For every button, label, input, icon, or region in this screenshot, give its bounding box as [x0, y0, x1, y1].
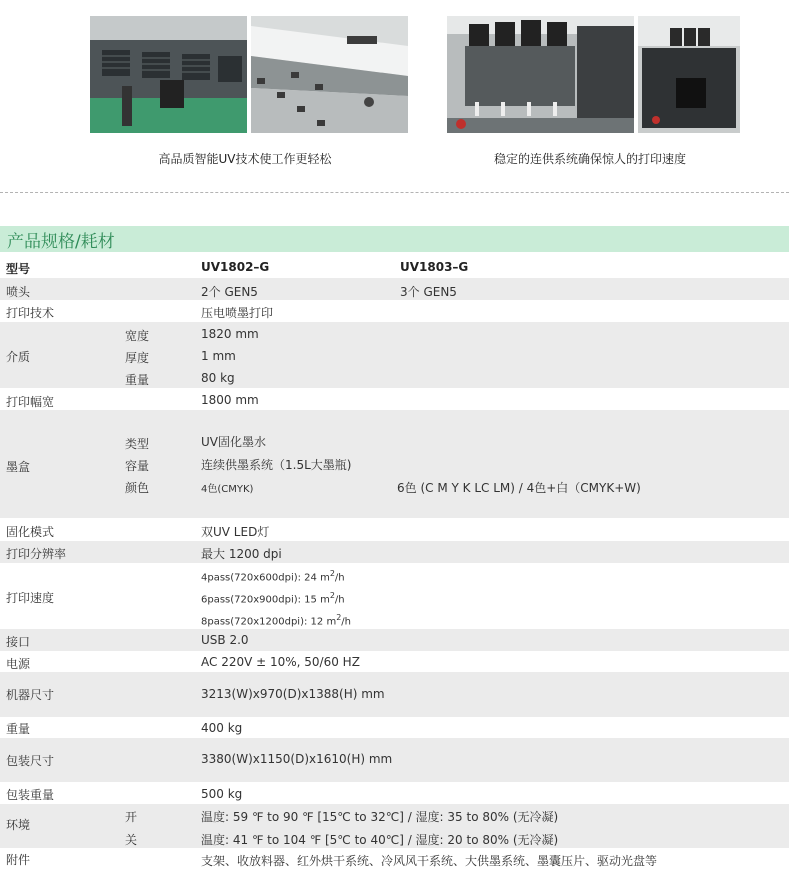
- spec-row-interface: [0, 629, 789, 651]
- spec-label: 固化模式: [6, 525, 55, 539]
- photo-printer-rail: [251, 16, 408, 133]
- spec-value: AC 220V ± 10%, 50/60 HZ: [201, 655, 360, 669]
- spec-value: 500 kg: [201, 787, 243, 801]
- spec-row-tech: [0, 300, 789, 322]
- spec-value: 3个 GEN5: [400, 285, 457, 299]
- spec-label: 型号: [6, 262, 31, 276]
- spec-label: 墨盒: [6, 460, 31, 474]
- spec-row-pack-weight: [0, 782, 789, 804]
- caption-left: 高品质智能UV技术使工作更轻松: [158, 152, 332, 166]
- photo-printer-side: [638, 16, 740, 133]
- spec-value: 80 kg: [201, 371, 235, 385]
- spec-row-ink: [0, 410, 789, 518]
- spec-value: 1 mm: [201, 349, 236, 363]
- spec-value: 温度: 59 ℉ to 90 ℉ [15℃ to 32℃] / 湿度: 35 to 80% (无冷凝): [201, 810, 559, 824]
- spec-value: 400 kg: [201, 721, 243, 735]
- photo-ink-supply: [447, 16, 634, 133]
- spec-value: 6pass(720x900dpi): 15 $m^2/h$: [201, 591, 345, 606]
- spec-value: 压电喷墨打印: [201, 306, 274, 320]
- spec-row-cure: [0, 518, 789, 541]
- spec-value: UV固化墨水: [201, 435, 266, 449]
- spec-sublabel: 开: [125, 810, 138, 824]
- spec-value: 4pass(720x600dpi): 24 $m^2/h$: [201, 569, 345, 584]
- spec-label: 接口: [6, 635, 31, 649]
- spec-value: USB 2.0: [201, 633, 249, 647]
- spec-label: 包装尺寸: [6, 754, 55, 768]
- model-uv1802: UV1802–G: [201, 260, 270, 274]
- spec-value: 4色(CMYK): [201, 484, 254, 495]
- spec-label: 喷头: [6, 285, 31, 299]
- spec-value: 温度: 41 ℉ to 104 ℉ [5℃ to 40℃] / 湿度: 20 to 80% (无冷凝): [201, 833, 559, 847]
- spec-label: 环境: [6, 818, 31, 832]
- spec-value: 2个 GEN5: [201, 285, 258, 299]
- spec-value: 8pass(720x1200dpi): 12 $m^2/h$: [201, 613, 351, 628]
- section-title-band: [0, 226, 789, 252]
- spec-value: 双UV LED灯: [201, 525, 270, 539]
- spec-row-pack-size: [0, 738, 789, 782]
- section-title: 产品规格/耗材: [7, 232, 115, 252]
- spec-label: 介质: [6, 350, 31, 364]
- spec-label: 附件: [6, 853, 31, 867]
- spec-value: 最大 1200 dpi: [201, 547, 282, 561]
- spec-row-speed: [0, 563, 789, 629]
- spec-value: 1820 mm: [201, 327, 259, 341]
- spec-sublabel: 厚度: [125, 351, 150, 365]
- spec-value: 支架、收放料器、红外烘干系统、冷风风干系统、大供墨系统、墨囊压片、驱动光盘等: [201, 854, 658, 868]
- spec-label: 电源: [6, 657, 31, 671]
- spec-label: 打印幅宽: [6, 395, 55, 409]
- caption-right: 稳定的连供系统确保惊人的打印速度: [493, 152, 686, 166]
- photo-printer-front: [90, 16, 247, 133]
- spec-sublabel: 关: [125, 833, 138, 847]
- section-divider: [0, 192, 789, 193]
- spec-value: 连续供墨系统（1.5L大墨瓶): [201, 458, 352, 472]
- spec-label: 打印分辨率: [6, 547, 67, 561]
- spec-sublabel: 重量: [125, 373, 150, 387]
- spec-row-print-width: [0, 388, 789, 410]
- spec-header-row: [0, 256, 789, 277]
- spec-row-resolution: [0, 541, 789, 563]
- spec-row-power: [0, 651, 789, 672]
- model-uv1803: UV1803–G: [400, 260, 469, 274]
- spec-sublabel: 类型: [125, 437, 150, 451]
- spec-value: 6色 (C M Y K LC LM) / 4色+白（CMYK+W): [397, 481, 641, 495]
- spec-value: 1800 mm: [201, 393, 259, 407]
- spec-sublabel: 宽度: [125, 329, 150, 343]
- spec-label: 打印速度: [6, 591, 55, 605]
- spec-row-environment: [0, 804, 789, 848]
- spec-value: 3213(W)x970(D)x1388(H) mm: [201, 687, 385, 701]
- spec-row-nozzle: [0, 278, 789, 300]
- spec-value: 3380(W)x1150(D)x1610(H) mm: [201, 752, 393, 766]
- spec-sublabel: 颜色: [125, 481, 150, 495]
- spec-row-weight: [0, 717, 789, 738]
- spec-label: 机器尺寸: [6, 688, 55, 702]
- spec-label: 打印技术: [6, 306, 55, 320]
- spec-row-media: [0, 322, 789, 388]
- spec-label: 包装重量: [6, 788, 55, 802]
- spec-sublabel: 容量: [125, 459, 150, 473]
- spec-label: 重量: [6, 722, 31, 736]
- spec-row-size: [0, 672, 789, 717]
- spec-row-accessories: [0, 848, 789, 870]
